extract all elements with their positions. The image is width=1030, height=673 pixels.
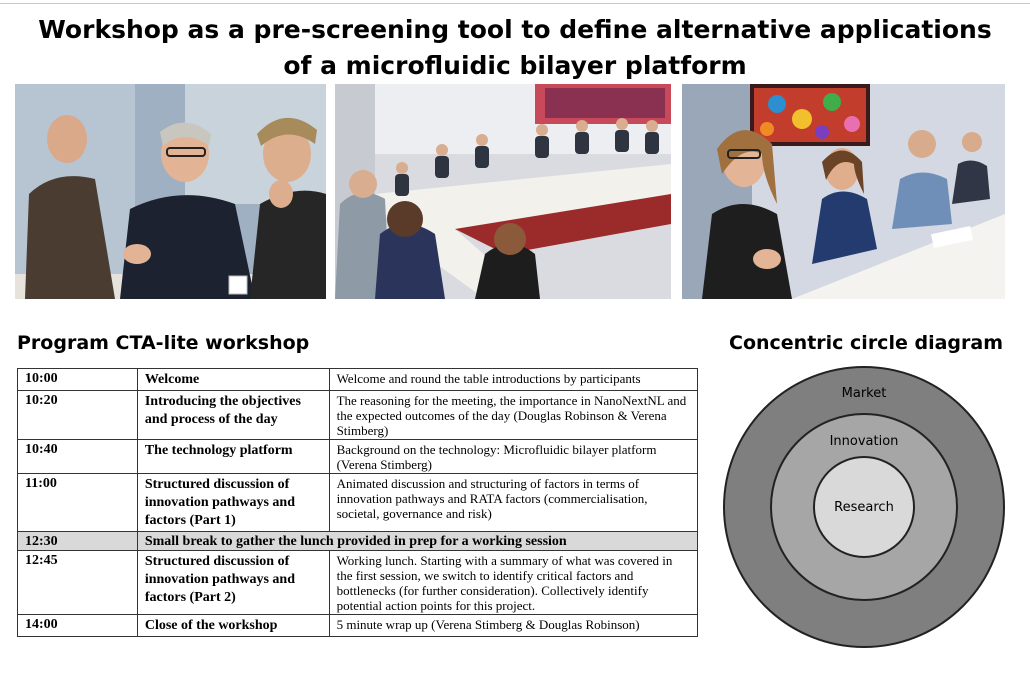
diagram-heading: Concentric circle diagram (729, 332, 1003, 354)
workshop-photo-meeting-room (335, 84, 671, 299)
table-row (18, 551, 698, 615)
row-time: 12:30 (18, 532, 138, 551)
table-row (18, 391, 698, 440)
row-activity: Welcome (137, 369, 329, 391)
program-heading: Program CTA-lite workshop (17, 332, 310, 354)
ring-label-innovation: Innovation (829, 434, 899, 449)
table-row (18, 474, 698, 532)
row-description: 5 minute wrap up (Verena Stimberg & Douglas Robinson) (329, 615, 697, 637)
row-time: 11:00 (18, 474, 138, 532)
row-activity: Close of the workshop (137, 615, 329, 637)
row-description: The reasoning for the meeting, the importance in NanoNextNL and the expected outcomes of the day (Douglas Robinson & Verena Stimberg) (329, 391, 697, 440)
row-description: Welcome and round the table introductions by participants (329, 369, 697, 391)
row-activity: The technology platform (137, 440, 329, 474)
row-activity: Introducing the objectives and process of the day (137, 391, 329, 440)
row-description: Working lunch. Starting with a summary of what was covered in the first session, we switch to identify critical factors and bottlenecks (for further consideration). Collectively identify potential action points for this project. (329, 551, 697, 615)
row-activity: Small break to gather the lunch provided in prep for a working session (137, 532, 697, 551)
table-row-break (18, 532, 698, 551)
row-time: 10:40 (18, 440, 138, 474)
row-time: 12:45 (18, 551, 138, 615)
table-row (18, 615, 698, 637)
row-activity: Structured discussion of innovation pathways and factors (Part 1) (137, 474, 329, 532)
row-time: 10:00 (18, 369, 138, 391)
ring-label-research: Research (834, 500, 894, 515)
row-time: 14:00 (18, 615, 138, 637)
row-time: 10:20 (18, 391, 138, 440)
top-divider (0, 3, 1030, 4)
workshop-photo-women-speaking (682, 84, 1005, 299)
table-row (18, 440, 698, 474)
concentric-circle-diagram (722, 365, 1006, 649)
workshop-photo-three-men (15, 84, 326, 299)
program-table (17, 368, 698, 637)
table-row (18, 369, 698, 391)
ring-label-market: Market (841, 386, 887, 401)
page-title: Workshop as a pre-screening tool to define alternative applications of a microfluidic bilayer platform (38, 15, 992, 80)
row-description: Animated discussion and structuring of factors in terms of innovation pathways and RATA factors (commercialisation, societal, governance and risk) (329, 474, 697, 532)
row-activity: Structured discussion of innovation pathways and factors (Part 2) (137, 551, 329, 615)
row-description: Background on the technology: Microfluidic bilayer platform (Verena Stimberg) (329, 440, 697, 474)
